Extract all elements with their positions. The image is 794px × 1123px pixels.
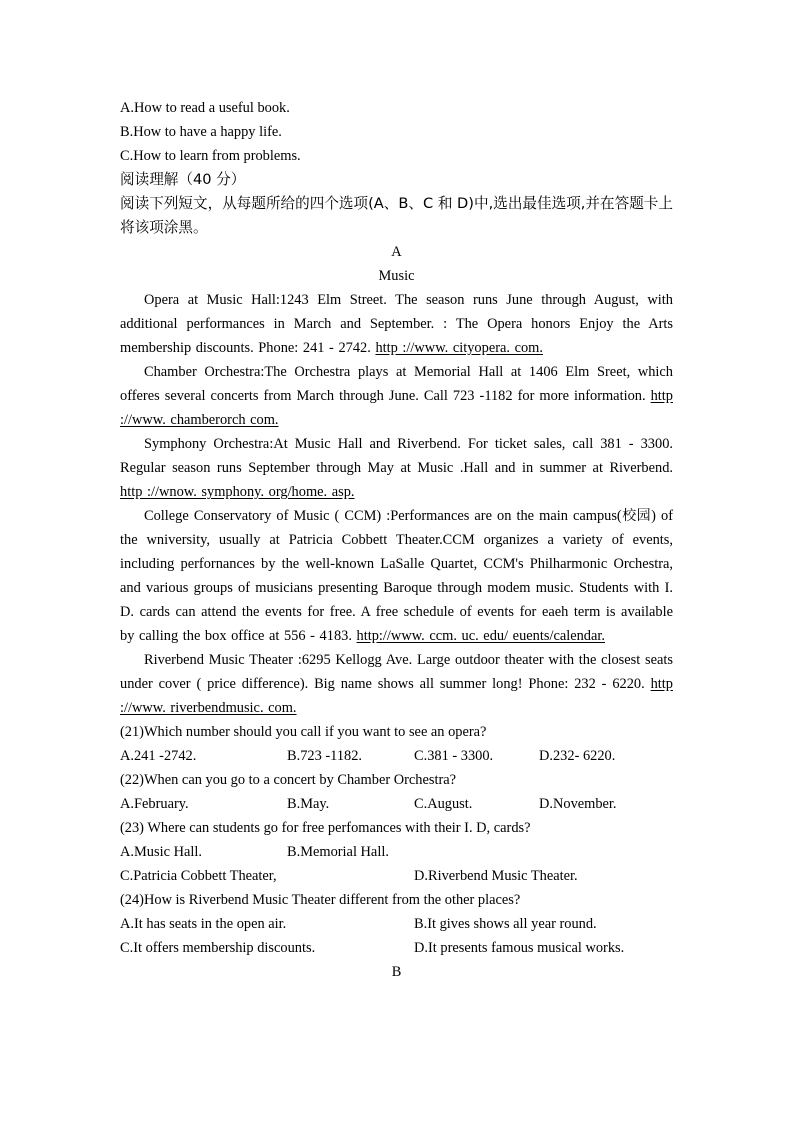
option-c[interactable]: C.381 - 3300. <box>414 748 494 764</box>
option-a[interactable]: A.241 -2742. <box>120 748 197 764</box>
url-link[interactable]: http ://www. riverbendmusic. com. <box>120 676 673 716</box>
option-c[interactable]: C.August. <box>414 796 473 812</box>
paragraph-text: Opera at Music Hall:1243 Elm Street. The season runs June through August, with additional performances in March and September. : The Opera honors Enjoy the Arts membership discounts. Phone: 241 - 2742. <box>120 292 673 356</box>
prev-option-c: C.How to learn from problems. <box>120 148 301 164</box>
instructions: 阅读下列短文，从每题所给的四个选项(A、B、C 和 D)中,选出最佳选项,并在答题卡上将该项涂黑。 <box>120 195 673 236</box>
paragraph-text: Chamber Orchestra:The Orchestra plays at Memorial Hall at 1406 Elm Sreet, which offeres several concerts from March through June. Call 723 -1182 for more information. <box>120 364 673 404</box>
url-link[interactable]: http ://www. chamberorch com. <box>120 388 673 428</box>
url-link[interactable]: http://www. ccm. uc. edu/ euents/calendar. <box>356 628 605 644</box>
option-c[interactable]: C.It offers membership discounts. <box>120 940 316 956</box>
question-options <box>120 792 673 816</box>
question-stem: (24)How is Riverbend Music Theater different from the other places? <box>120 892 521 908</box>
option-a[interactable]: A.Music Hall. <box>120 844 202 860</box>
passage-letter: A <box>391 244 402 260</box>
question-options <box>120 744 673 768</box>
option-a[interactable]: A.It has seats in the open air. <box>120 916 287 932</box>
chinese-word: 校园 <box>621 508 652 524</box>
option-c[interactable]: C.Patricia Cobbett Theater, <box>120 868 277 884</box>
option-b[interactable]: B.May. <box>287 796 330 812</box>
option-d[interactable]: D.It presents famous musical works. <box>414 940 625 956</box>
paragraph-opera <box>120 288 673 360</box>
next-passage-letter: B <box>391 964 402 980</box>
paragraph-symphony-orchestra <box>120 432 673 504</box>
section-heading: 阅读理解（40 分） <box>120 171 246 188</box>
question-options <box>120 936 673 960</box>
document-page <box>120 96 673 984</box>
url-link[interactable]: http ://wnow. symphony. org/home. asp. <box>120 484 355 500</box>
paragraph-riverbend <box>120 648 673 720</box>
option-d[interactable]: D.232- 6220. <box>539 748 616 764</box>
question-stem: (23) Where can students go for free perfomances with their I. D, cards? <box>120 820 531 836</box>
url-link[interactable]: http ://www. cityopera. com. <box>375 340 543 356</box>
paragraph-chamber-orchestra <box>120 360 673 432</box>
paragraph-text: ) of the wniversity, usually at Patricia Cobbett Theater.CCM organizes a variety of events, including perfornances by the well-known LaSalle Quartet, CCM's Philharmonic Orchestra, and various groups of musicians presenting Baroque through modem music. Students with I. D. cards can attend the events for free. A free schedule of events for eaeh term is available by calling the box office at 556 - 4183. <box>120 508 673 644</box>
option-b[interactable]: B.It gives shows all year round. <box>414 916 597 932</box>
prev-option-a: A.How to read a useful book. <box>120 100 290 116</box>
question-stem: (21)Which number should you call if you want to see an opera? <box>120 724 487 740</box>
option-d[interactable]: D.November. <box>539 796 617 812</box>
option-d[interactable]: D.Riverbend Music Theater. <box>414 868 578 884</box>
option-b[interactable]: B.Memorial Hall. <box>287 844 389 860</box>
paragraph-text: Symphony Orchestra:At Music Hall and Riverbend. For ticket sales, call 381 - 3300. Regular season runs September through May at Music .Hall and in summer at Riverbend. <box>120 436 673 476</box>
passage-title: Music <box>378 268 415 284</box>
question-options <box>120 840 673 864</box>
paragraph-text: College Conservatory of Music ( CCM) :Performances are on the main campus( <box>144 508 622 524</box>
question-options <box>120 864 673 888</box>
option-a[interactable]: A.February. <box>120 796 189 812</box>
question-options <box>120 912 673 936</box>
paragraph-text: Riverbend Music Theater :6295 Kellogg Ave. Large outdoor theater with the closest seats under cover ( price difference). Big name shows all summer long! Phone: 232 - 6220. <box>120 652 673 692</box>
paragraph-ccm <box>120 504 673 648</box>
question-stem: (22)When can you go to a concert by Chamber Orchestra? <box>120 772 457 788</box>
prev-option-b: B.How to have a happy life. <box>120 124 282 140</box>
option-b[interactable]: B.723 -1182. <box>287 748 363 764</box>
